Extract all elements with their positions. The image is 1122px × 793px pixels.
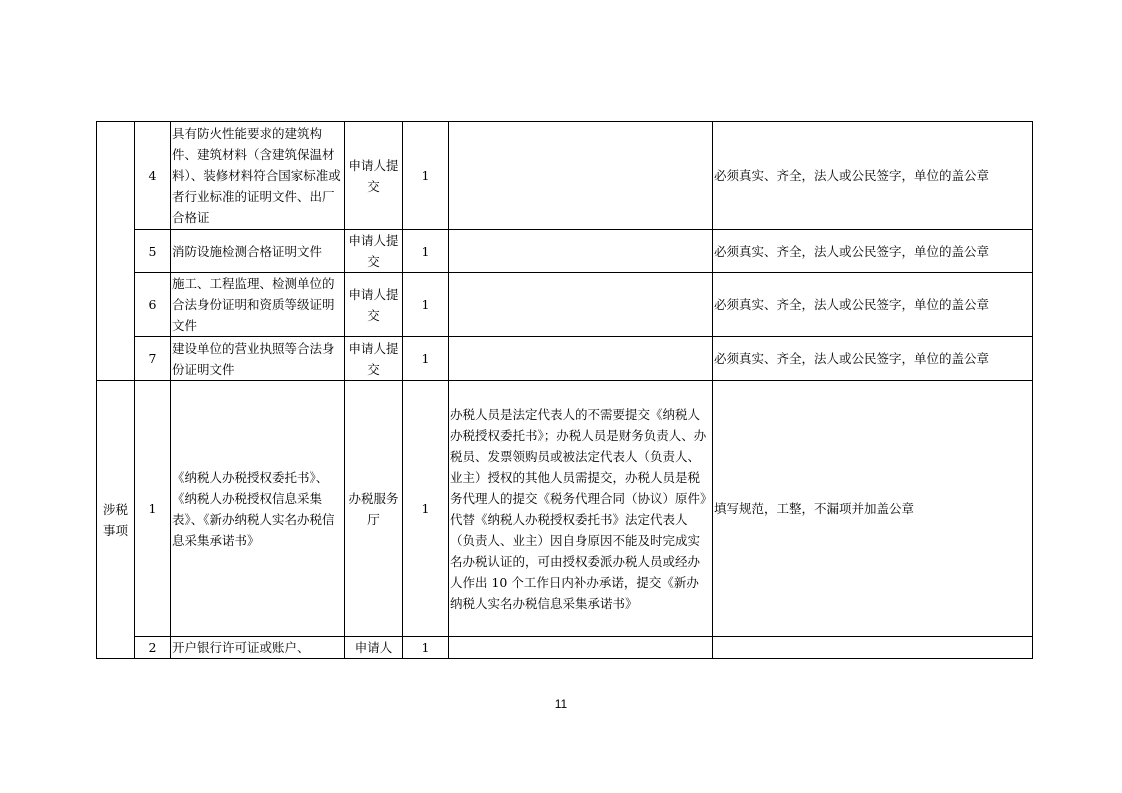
category-cell: 涉税事项 <box>97 381 135 659</box>
row-number: 7 <box>135 337 171 381</box>
row-number: 1 <box>135 381 171 637</box>
notes-cell <box>449 337 713 381</box>
notes-cell <box>449 122 713 230</box>
table-row <box>97 637 1033 659</box>
row-number: 6 <box>135 273 171 337</box>
material-cell: 具有防火性能要求的建筑构件、建筑材料（含建筑保温材料）、装修材料符合国家标准或者行业标准的证明文件、出厂合格证 <box>171 122 345 230</box>
table-row <box>97 381 1033 637</box>
source-cell: 申请人提交 <box>345 337 403 381</box>
material-cell: 施工、工程监理、检测单位的合法身份证明和资质等级证明文件 <box>171 273 345 337</box>
requirement-cell <box>713 637 1033 659</box>
requirement-cell: 必须真实、齐全，法人或公民签字，单位的盖公章 <box>713 122 1033 230</box>
table-row <box>97 230 1033 273</box>
row-number: 4 <box>135 122 171 230</box>
requirement-cell: 必须真实、齐全，法人或公民签字，单位的盖公章 <box>713 273 1033 337</box>
copies-cell: 1 <box>403 273 449 337</box>
table-row <box>97 273 1033 337</box>
notes-cell <box>449 230 713 273</box>
copies-cell: 1 <box>403 230 449 273</box>
table-row <box>97 122 1033 230</box>
copies-cell: 1 <box>403 122 449 230</box>
copies-cell: 1 <box>403 337 449 381</box>
source-cell: 申请人提交 <box>345 230 403 273</box>
material-cell: 《纳税人办税授权委托书》、《纳税人办税授权信息采集表》、《新办纳税人实名办税信息采集承诺书》 <box>171 381 345 637</box>
requirement-cell: 填写规范，工整，不漏项并加盖公章 <box>713 381 1033 637</box>
material-cell: 开户银行许可证或账户、 <box>171 637 345 659</box>
material-cell: 建设单位的营业执照等合法身份证明文件 <box>171 337 345 381</box>
copies-cell: 1 <box>403 637 449 659</box>
notes-cell <box>449 273 713 337</box>
table-row <box>97 337 1033 381</box>
notes-cell: 办税人员是法定代表人的不需要提交《纳税人办税授权委托书》；办税人员是财务负责人、办税员、发票领购员或被法定代表人（负责人、业主）授权的其他人员需提交，办税人员是税务代理人的提交《税务代理合同（协议）原件》代替《纳税人办税授权委托书》法定代表人（负责人、业主）因自身原因不能及时完成实名办税认证的，可由授权委派办税人员或经办人作出 10 个工作日内补办承诺，提交《新办纳税人实名办税信息采集承诺书》 <box>449 381 713 637</box>
row-number: 5 <box>135 230 171 273</box>
row-number: 2 <box>135 637 171 659</box>
copies-cell: 1 <box>403 381 449 637</box>
page-number: 11 <box>554 697 568 711</box>
source-cell: 办税服务厅 <box>345 381 403 637</box>
requirement-cell: 必须真实、齐全，法人或公民签字，单位的盖公章 <box>713 337 1033 381</box>
materials-table <box>96 121 1033 659</box>
source-cell: 申请人提交 <box>345 273 403 337</box>
notes-cell <box>449 637 713 659</box>
category-cell <box>97 122 135 381</box>
source-cell: 申请人 <box>345 637 403 659</box>
material-cell: 消防设施检测合格证明文件 <box>171 230 345 273</box>
source-cell: 申请人提交 <box>345 122 403 230</box>
requirement-cell: 必须真实、齐全，法人或公民签字，单位的盖公章 <box>713 230 1033 273</box>
